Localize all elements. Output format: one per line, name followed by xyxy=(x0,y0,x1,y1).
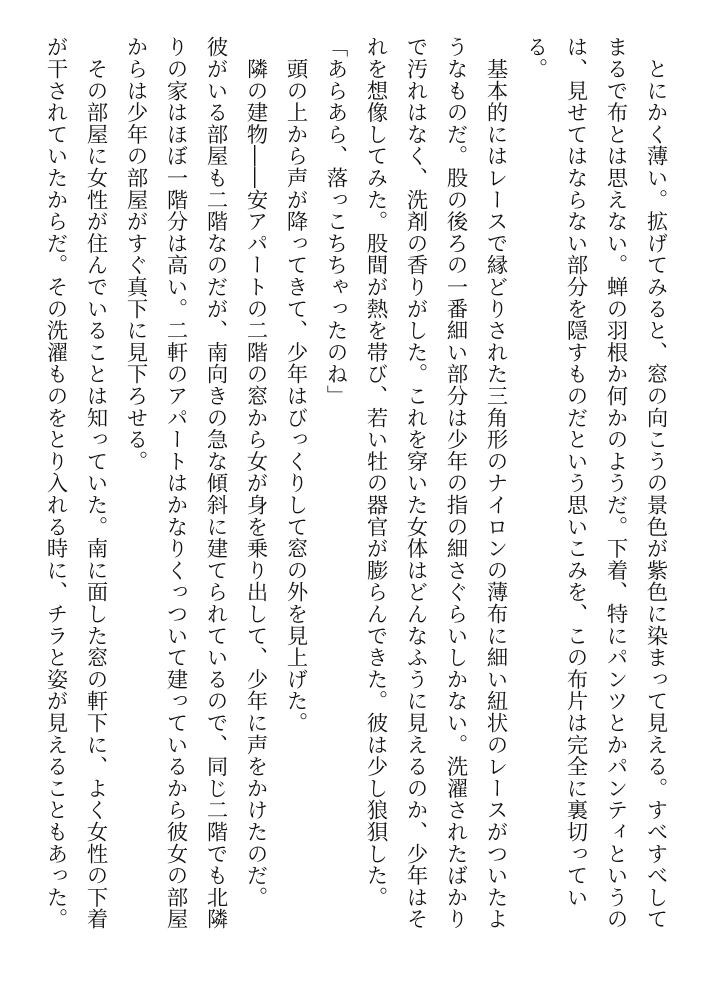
text-line: りの家はほぼ一階分は高い。二軒のアパートはかなりくっついて建っているから彼女の部屋 xyxy=(163,36,188,930)
text-line: 頭の上から声が降ってきて、少年はびっくりして窓の外を見上げた。 xyxy=(283,36,308,734)
text-line: その部屋に女性が住んでいることは知っていた。南に面した窓の軒下に、よく女性の下着 xyxy=(83,36,108,930)
text-line: 隣の建物――安アパートの二階の窓から女が身を乗り出して、少年に声をかけたのだ。 xyxy=(243,36,268,908)
text-line: 「あらあら、落っこちちゃったのね」 xyxy=(323,36,348,407)
text-line: 基本的にはレースで縁どりされた三角形のナイロンの薄布に細い紐状のレースがついたよ xyxy=(483,36,508,930)
text-line: で汚れはなく、洗剤の香りがした。これを穿いた女体はどんなふうに見えるのか、少年はそ xyxy=(403,36,428,930)
text-line: うなものだ。股の後ろの一番細い部分は少年の指の細さぐらいしかない。洗濯されたばかり xyxy=(443,36,468,930)
text-line: まるで布とは思えない。蝉の羽根か何かのようだ。下着、特にパンツとかパンティというの xyxy=(603,36,628,930)
text-line: からは少年の部屋がすぐ真下に見下ろせる。 xyxy=(123,36,148,472)
text-line: とにかく薄い。拡げてみると、窓の向こうの景色が紫色に染まって見える。すべすべして xyxy=(643,36,668,930)
text-line: 彼がいる部屋も二階なのだが、南向きの急な傾斜に建てられているので、同じ二階でも北隣 xyxy=(203,36,228,930)
text-line: は、見せてはならない部分を隠すものだという思いこみを、この布片は完全に裏切ってい xyxy=(563,36,588,908)
text-line: れを想像してみた。股間が熱を帯び、若い牡の器官が膨らんできた。彼は少し狼狽した。 xyxy=(363,36,388,908)
text-line: る。 xyxy=(523,36,548,80)
text-line: が干されていたからだ。その洗濯ものをとり入れる時に、チラと姿が見えることもあった。 xyxy=(43,36,68,930)
